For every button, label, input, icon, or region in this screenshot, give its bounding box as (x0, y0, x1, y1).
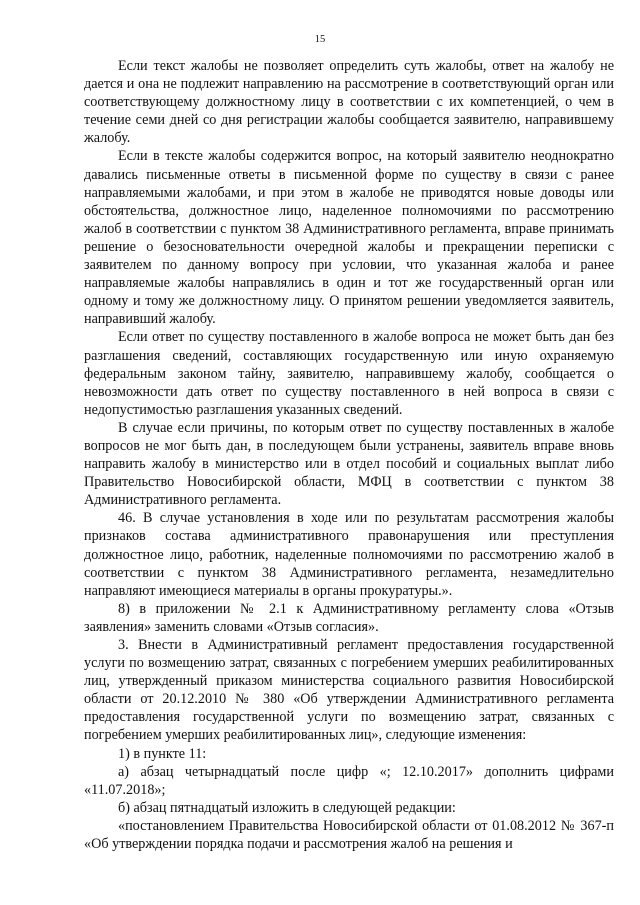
paragraph-repeated-complaint: Если в тексте жалобы содержится вопрос, на который заявителю неоднократно давались письменные ответы в письменной форме по существу в связи с ранее направляемыми жалобами, и при этом в жалобе не приводятся новые доводы или обстоятельства, должностное лицо, наделенное полномочиями по рассмотрению жалоб в соответствии с пунктом 38 Административного регламента, вправе принимать решение о безосновательности очередной жалобы и прекращении переписки с заявителем по данному вопросу при условии, что указанная жалоба и ранее направляемые жалобы направлялись в один и тот же государственный орган или одному и тому же должностному лицу. О принятом решении уведомляется заявитель, направивший жалобу. (84, 148, 614, 328)
paragraph-resolution-quote: «постановлением Правительства Новосибирской области от 01.08.2012 № 367-п «Об утверждении порядка подачи и рассмотрения жалоб на решения и (84, 817, 614, 853)
paragraph-subitem-b: б) абзац пятнадцатый изложить в следующей редакции: (118, 799, 456, 816)
page-number: 15 (314, 34, 326, 45)
paragraph-subitem-a: а) абзац четырнадцатый после цифр «; 12.10.2017» дополнить цифрами «11.07.2018»; (84, 763, 614, 798)
paragraph-reasons-eliminated: В случае если причины, по которым ответ по существу поставленных в жалобе вопросов не мог быть дан, в последующем были устранены, заявитель вправе вновь направить жалобу в министерство или в отдел пособий и социальных выплат либо Правительство Новосибирской области, МФЦ в соответствии с пунктом 38 Административного регламента. (84, 419, 614, 509)
paragraph-complaint-unclear: Если текст жалобы не позволяет определить суть жалобы, ответ на жалобу не дается и она не подлежит направлению на рассмотрение в соответствующий орган или соответствующему должностному лицу в соответствии с их компетенцией, о чем в течение семи дней со дня регистрации жалобы сообщается заявителю, направившему жалобу. (84, 58, 614, 147)
paragraph-item-8: 8) в приложении № 2.1 к Административному регламенту слова «Отзыв заявления» заменить словами «Отзыв согласия». (84, 600, 614, 635)
paragraph-item-46: 46. В случае установления в ходе или по результатам рассмотрения жалобы признаков состава административного правонарушения или преступления должностное лицо, работник, наделенные полномочиями по рассмотрению жалоб в соответствии с пунктом 38 Административного регламента, незамедлительно направляют имеющиеся материалы в органы прокуратуры.». (84, 510, 614, 599)
document-body (84, 57, 614, 853)
paragraph-subitem-1: 1) в пункте 11: (118, 745, 207, 762)
paragraph-item-3: 3. Внести в Административный регламент предоставления государственной услуги по возмещению затрат, связанных с погребением умерших реабилитированных лиц, утвержденный приказом министерства социального развития Новосибирской области от 20.12.2010 № 380 «Об утверждении Административного регламента предоставления государственной услуги по возмещению затрат, связанных с погребением умерших реабилитированных лиц», следующие изменения: (84, 637, 614, 744)
paragraph-secret-information: Если ответ по существу поставленного в жалобе вопроса не может быть дан без разглашения сведений, составляющих государственную или иную охраняемую федеральным законом тайну, заявителю, направившему жалобу, сообщается о невозможности дать ответ по существу поставленного в ней вопроса в связи с недопустимостью разглашения указанных сведений. (84, 329, 614, 418)
